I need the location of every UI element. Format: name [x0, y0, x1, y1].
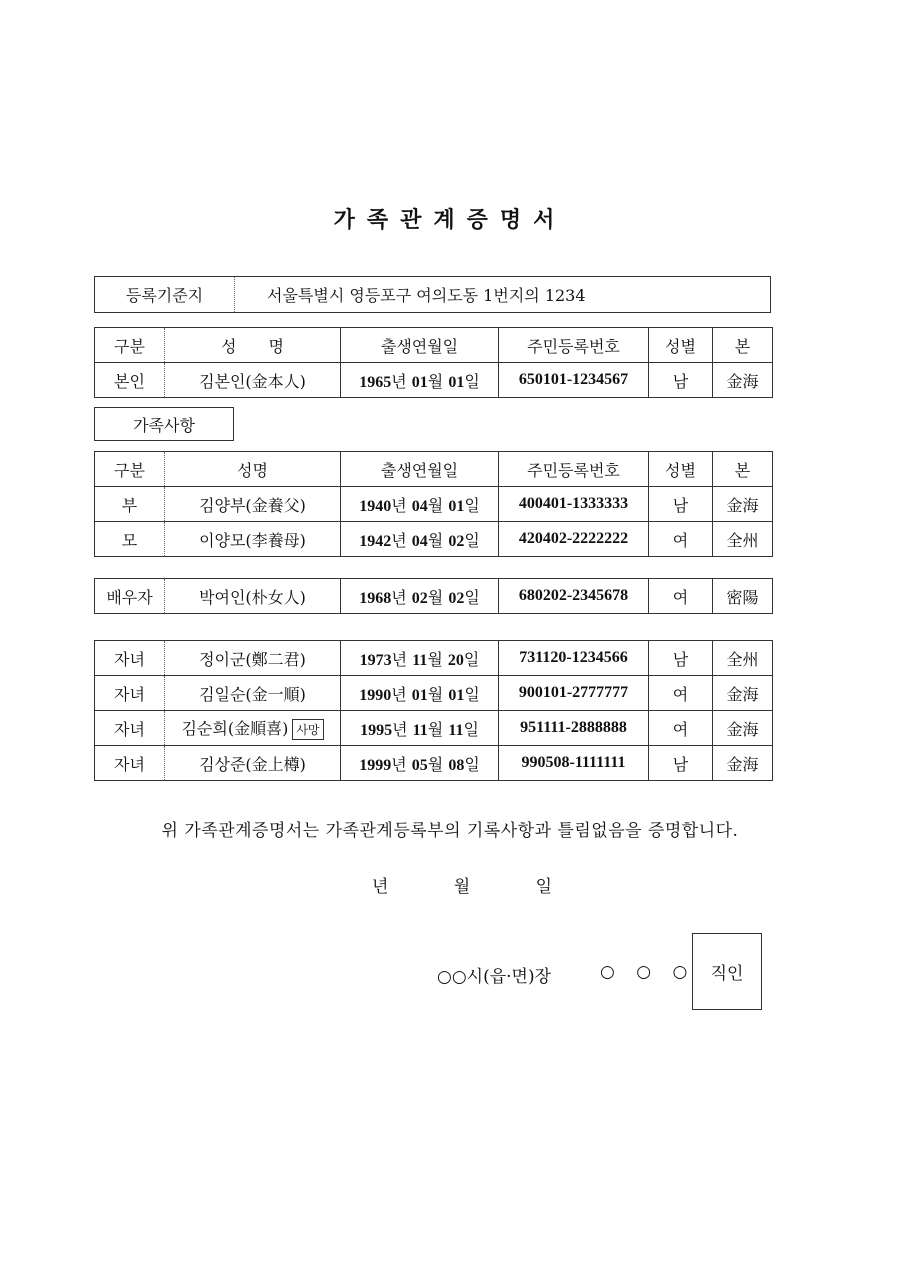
row-birth: 1940년 04월 01일: [341, 487, 499, 522]
row-name: 이양모(李養母): [165, 522, 341, 557]
row-origin: 全州: [713, 522, 773, 557]
row-category: 배우자: [95, 579, 165, 614]
row-birth: 1999년 05월 08일: [341, 746, 499, 781]
children-table: [94, 640, 773, 781]
row-category: 자녀: [95, 711, 165, 746]
row-category: 부: [95, 487, 165, 522]
row-category: 모: [95, 522, 165, 557]
official-seal-box: 직인: [692, 933, 762, 1010]
deceased-badge: 사망: [292, 719, 323, 740]
row-rrn: 680202-2345678: [499, 579, 649, 614]
table-row: [95, 746, 773, 781]
row-category: 자녀: [95, 676, 165, 711]
row-name: 박여인(朴女人): [165, 579, 341, 614]
table-row: [95, 676, 773, 711]
issue-day: 일: [535, 877, 552, 897]
self-table: [94, 327, 773, 398]
spouse-table: [94, 578, 773, 614]
registration-row: [94, 276, 771, 313]
row-origin: 金海: [713, 676, 773, 711]
issue-month: 월: [453, 877, 471, 897]
family-section-label: 가족사항: [94, 407, 234, 441]
issue-date: [372, 872, 552, 897]
row-gender: 남: [649, 641, 713, 676]
self-gender: 남: [649, 363, 713, 398]
table-row: [95, 579, 773, 614]
row-origin: 全州: [713, 641, 773, 676]
parents-header-row: [95, 452, 773, 487]
row-rrn: 400401-1333333: [499, 487, 649, 522]
issue-year: 년: [372, 877, 389, 897]
self-header-row: [95, 328, 773, 363]
row-gender: 남: [649, 487, 713, 522]
row-origin: 金海: [713, 711, 773, 746]
certification-statement: 위 가족관계증명서는 가족관계등록부의 기록사항과 틀림없음을 증명합니다.: [161, 821, 739, 841]
row-name-text: 김순희(金順喜): [181, 719, 289, 738]
row-name: [165, 711, 341, 746]
row-gender: 여: [649, 711, 713, 746]
row-category: 자녀: [95, 746, 165, 781]
row-birth: 1990년 01월 01일: [341, 676, 499, 711]
table-row: [95, 522, 773, 557]
self-category: 본인: [95, 363, 165, 398]
self-name: 김본인(金本人): [165, 363, 341, 398]
row-gender: 여: [649, 522, 713, 557]
parents-table: [94, 451, 773, 557]
row-category: 자녀: [95, 641, 165, 676]
self-rrn: 650101-1234567: [499, 363, 649, 398]
row-gender: 여: [649, 676, 713, 711]
official-name: ○ ○ ○: [600, 962, 696, 982]
self-birth: 1965년 01월 01일: [341, 363, 499, 398]
row-birth: 1973년 11월 20일: [341, 641, 499, 676]
row-origin: 金海: [713, 487, 773, 522]
hdr-name: 성명: [165, 452, 341, 487]
self-origin: 金海: [713, 363, 773, 398]
row-gender: 남: [649, 746, 713, 781]
row-name: 김일순(金一順): [165, 676, 341, 711]
hdr-category: 구분: [95, 452, 165, 487]
table-row: [95, 641, 773, 676]
hdr-origin: 본: [713, 452, 773, 487]
row-birth: 1968년 02월 02일: [341, 579, 499, 614]
row-rrn: 420402-2222222: [499, 522, 649, 557]
hdr-origin: 본: [713, 328, 773, 363]
row-gender: 여: [649, 579, 713, 614]
hdr-birth: 출생연월일: [341, 328, 499, 363]
registration-address: 서울특별시 영등포구 여의도동 1번지의 1234: [267, 286, 586, 305]
hdr-gender: 성별: [649, 452, 713, 487]
registration-label: 등록기준지: [95, 277, 235, 312]
row-origin: 密陽: [713, 579, 773, 614]
hdr-birth: 출생연월일: [341, 452, 499, 487]
row-rrn: 731120-1234566: [499, 641, 649, 676]
row-name: 정이군(鄭二君): [165, 641, 341, 676]
row-rrn: 900101-2777777: [499, 676, 649, 711]
table-row: [95, 487, 773, 522]
row-rrn: 990508-1111111: [499, 746, 649, 781]
row-birth: 1995년 11월 11일: [341, 711, 499, 746]
self-row: [95, 363, 773, 398]
row-name: 김양부(金養父): [165, 487, 341, 522]
row-name: 김상준(金上樽): [165, 746, 341, 781]
row-rrn: 951111-2888888: [499, 711, 649, 746]
row-origin: 金海: [713, 746, 773, 781]
hdr-category: 구분: [95, 328, 165, 363]
hdr-rrn: 주민등록번호: [499, 452, 649, 487]
table-row: [95, 711, 773, 746]
hdr-gender: 성별: [649, 328, 713, 363]
hdr-name: 성 명: [165, 328, 341, 363]
document-title: 가족관계증명서: [333, 208, 567, 233]
hdr-rrn: 주민등록번호: [499, 328, 649, 363]
row-birth: 1942년 04월 02일: [341, 522, 499, 557]
official-title: ○○시(읍·면)장: [437, 967, 552, 987]
